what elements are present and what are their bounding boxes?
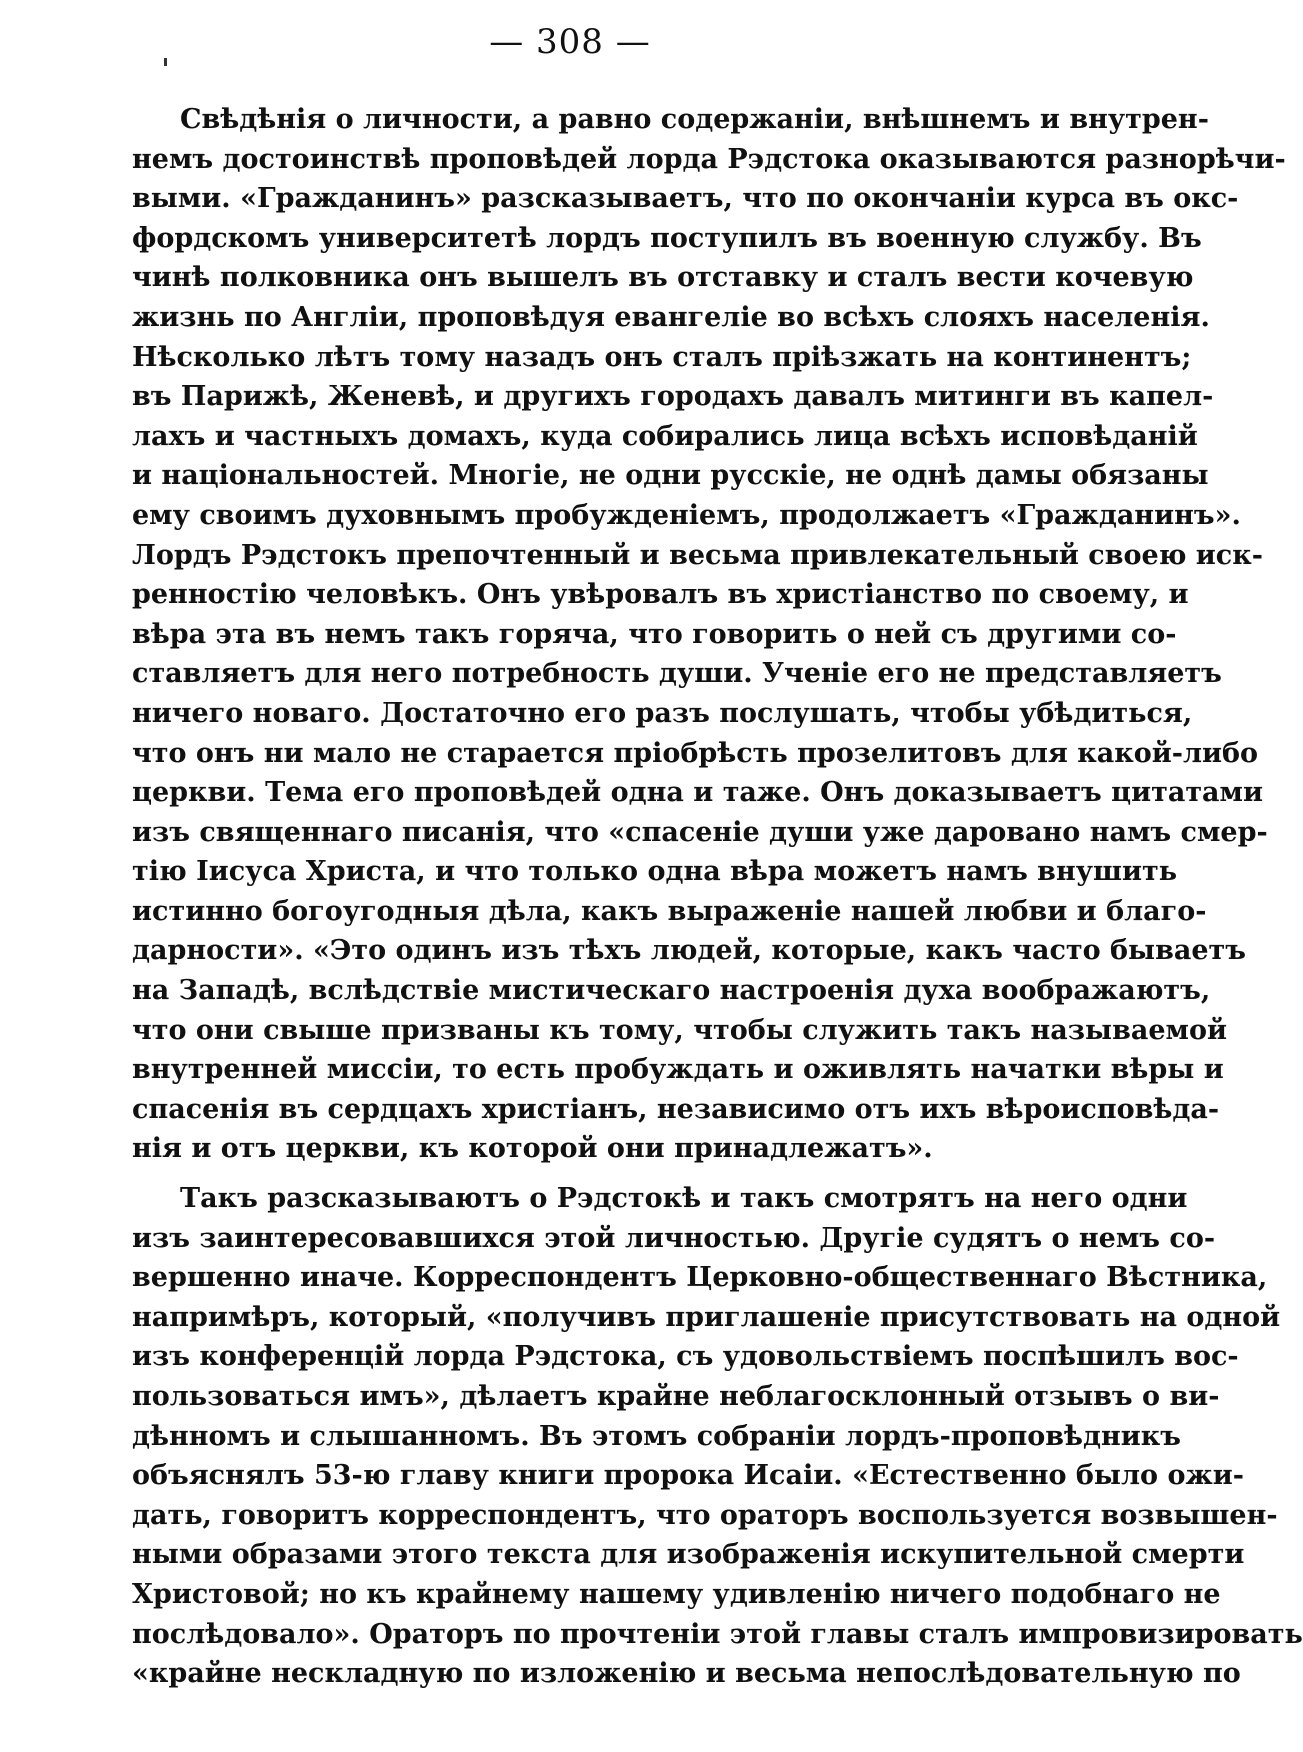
text-line: изъ заинтересовавшихся этой личностью. Другіе судятъ о немъ со-: [132, 1222, 1216, 1254]
paragraph-2: [132, 1179, 1303, 1694]
text-line: церкви. Тема его проповѣдей одна и таже. Онъ доказываетъ цитатами: [132, 777, 1264, 809]
text-line: лахъ и частныхъ домахъ, куда собирались лица всѣхъ исповѣданій: [132, 420, 1198, 452]
paragraph-gap: [132, 1169, 1062, 1179]
text-line: тію Іисуса Христа, и что только одна вѣра можетъ намъ внушить: [132, 856, 1178, 888]
text-line: вершенно иначе. Корреспондентъ Церковно-общественнаго Вѣстника,: [132, 1262, 1268, 1294]
text-line: Свѣдѣнія о личности, а равно содержаніи, внѣшнемъ и внутрен-: [180, 104, 1209, 135]
text-line: изъ конференцій лорда Рэдстока, съ удовольствіемъ поспѣшилъ вос-: [132, 1341, 1239, 1373]
text-line: фордскомъ университетѣ лордъ поступилъ въ военную службу. Въ: [132, 222, 1202, 254]
text-line: что онъ ни мало не старается пріобрѣсть прозелитовъ для какой-либо: [132, 737, 1259, 769]
text-line: Христовой; но къ крайнему нашему удивленію ничего подобнаго не: [132, 1578, 1221, 1610]
text-line: ренностію человѣкъ. Онъ увѣровалъ въ христіанство по своему, и: [132, 579, 1189, 611]
text-line: изъ священнаго писанія, что «спасеніе души уже даровано намъ смер-: [132, 816, 1268, 848]
text-line: вѣра эта въ немъ такъ горяча, что говорить о ней съ другими со-: [132, 618, 1177, 650]
text-line: дѣнномъ и слышанномъ. Въ этомъ собраніи лордъ-проповѣдникъ: [132, 1420, 1182, 1452]
text-line: немъ достоинствѣ проповѣдей лорда Рэдстока оказываются разнорѣчи-: [132, 143, 1286, 175]
text-line: ему своимъ духовнымъ пробужденіемъ, продолжаетъ «Гражданинъ».: [132, 499, 1241, 531]
text-line: Лордъ Рэдстокъ препочтенный и весьма привлекательный своею иск-: [132, 539, 1263, 571]
text-line: напримѣръ, который, «получивъ приглашеніе присутствовать на одной: [132, 1301, 1281, 1333]
text-line: въ Парижѣ, Женевѣ, и другихъ городахъ давалъ митинги въ капел-: [132, 381, 1214, 413]
text-line: ничего новаго. Достаточно его разъ послушать, чтобы убѣдиться,: [132, 697, 1193, 729]
text-line: и національностей. Многіе, не одни русскіе, не однѣ дамы обязаны: [132, 460, 1209, 492]
text-line: что они свыше призваны къ тому, чтобы служить такъ называемой: [132, 1014, 1228, 1046]
text-line: ставляетъ для него потребность души. Ученіе его не представляетъ: [132, 658, 1222, 690]
text-line: спасенія въ сердцахъ христіанъ, независимо отъ ихъ вѣроисповѣда-: [132, 1093, 1220, 1125]
ink-speck: [164, 58, 167, 66]
text-line: дать, говоритъ корреспондентъ, что ораторъ воспользуется возвышен-: [132, 1499, 1278, 1531]
text-line: послѣдовало». Ораторъ по прочтеніи этой главы сталъ импровизировать: [132, 1618, 1303, 1650]
text-line: Нѣсколько лѣтъ тому назадъ онъ сталъ пріѣзжать на континентъ;: [132, 341, 1192, 373]
text-line: чинѣ полковника онъ вышелъ въ отставку и сталъ вести кочевую: [132, 262, 1194, 294]
text-line: нія и отъ церкви, къ которой они принадлежатъ».: [132, 1133, 933, 1165]
text-line: ными образами этого текста для изображенія искупительной смерти: [132, 1539, 1245, 1571]
text-line: Такъ разсказываютъ о Рэдстокѣ и такъ смотрятъ на него одни: [180, 1183, 1188, 1215]
text-line: жизнь по Англіи, проповѣдуя евангеліе во всѣхъ слояхъ населенія.: [132, 301, 1210, 333]
page-number: — 308 —: [489, 22, 651, 62]
text-line: пользоваться имъ», дѣлаетъ крайне неблагосклонный отзывъ о ви-: [132, 1381, 1220, 1412]
text-line: «крайне нескладную по изложенію и весьма непослѣдовательную по: [132, 1658, 1241, 1690]
text-line: внутренней миссіи, то есть пробуждать и оживлять начатки вѣры и: [132, 1054, 1224, 1086]
text-line: на Западѣ, вслѣдствіе мистическаго настроенія духа воображаютъ,: [132, 975, 1211, 1007]
paragraph-1: [132, 100, 1286, 1169]
text-line: истинно богоугодныя дѣла, какъ выраженіе нашей любви и благо-: [132, 895, 1207, 927]
text-line: выми. «Гражданинъ» разсказываетъ, что по окончаніи курса въ окс-: [132, 183, 1239, 215]
text-line: дарности». «Это одинъ изъ тѣхъ людей, которые, какъ часто бываетъ: [132, 935, 1246, 967]
body-text: [132, 100, 1303, 1694]
text-line: объяснялъ 53-ю главу книги пророка Исаіи. «Естественно было ожи-: [132, 1460, 1244, 1492]
